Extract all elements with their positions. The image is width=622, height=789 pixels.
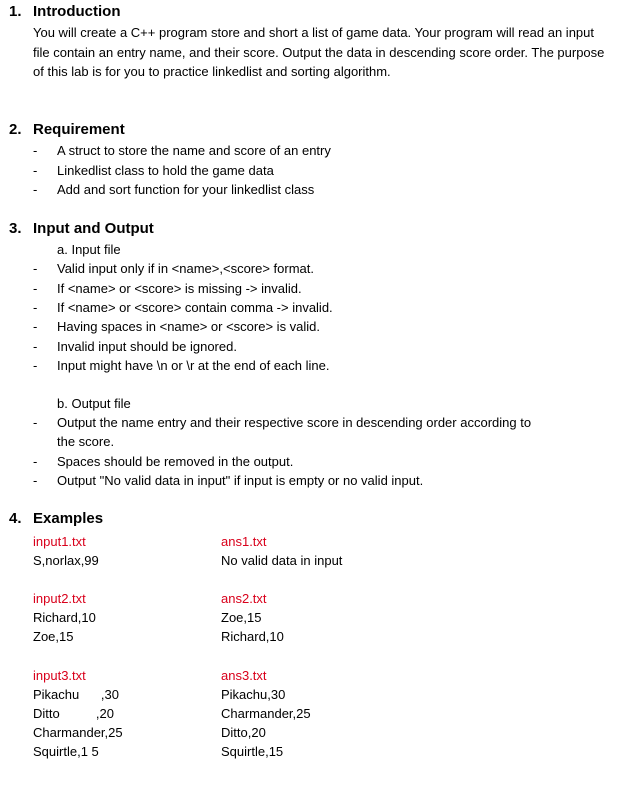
bullet-dash: - (33, 261, 38, 276)
bullet-dash: - (33, 163, 38, 178)
output-line: Squirtle,15 (221, 744, 284, 759)
list-item: Linkedlist class to hold the game data (57, 163, 274, 178)
section-heading-requirement: 2. Requirement (9, 121, 125, 138)
output-line: No valid data in input (221, 553, 343, 568)
list-item: Input might have \n or \r at the end of each line. (57, 358, 330, 373)
bullet-dash: - (33, 358, 38, 373)
section-heading-introduction: 1. Introduction (9, 3, 121, 20)
subsection-output-file: b. Output file (57, 396, 131, 411)
output-line: Ditto,20 (221, 725, 266, 740)
input-line: Squirtle,1 5 (33, 744, 99, 759)
output-filename: ans1.txt (221, 534, 267, 549)
list-item: Spaces should be removed in the output. (57, 454, 294, 469)
bullet-dash: - (33, 319, 38, 334)
list-item-continuation: the score. (57, 434, 115, 449)
list-item: Output the name entry and their respective score in descending order according to (57, 415, 532, 430)
list-item: If <name> or <score> contain comma -> invalid. (57, 300, 333, 315)
section-heading-input-output: 3. Input and Output (9, 220, 154, 237)
list-item: If <name> or <score> is missing -> invalid. (57, 281, 302, 296)
input-filename: input2.txt (33, 591, 86, 606)
introduction-paragraph: You will create a C++ program store and short a list of game data. Your program will read an input file contain an entry name, and their score. Output the data in descending score order. The purpose of this lab is for you to practice linkedlist and sorting algorithm. (33, 25, 605, 80)
list-item: Having spaces in <name> or <score> is valid. (57, 319, 321, 334)
subsection-input-file: a. Input file (57, 242, 121, 257)
bullet-dash: - (33, 300, 38, 315)
input-filename: input3.txt (33, 668, 86, 683)
list-item: A struct to store the name and score of an entry (57, 143, 331, 158)
bullet-dash: - (33, 182, 38, 197)
input-line: Pikachu ,30 (33, 687, 119, 702)
section-heading-examples: 4. Examples (9, 510, 104, 527)
input-filename: input1.txt (33, 534, 86, 549)
bullet-dash: - (33, 415, 38, 430)
input-line: S,norlax,99 (33, 553, 99, 568)
list-item: Valid input only if in <name>,<score> format. (57, 261, 315, 276)
output-filename: ans3.txt (221, 668, 267, 683)
output-filename: ans2.txt (221, 591, 267, 606)
input-line: Ditto ,20 (33, 706, 114, 721)
output-line: Pikachu,30 (221, 687, 286, 702)
input-line: Zoe,15 (33, 629, 74, 644)
output-line: Richard,10 (221, 629, 284, 644)
list-item: Output "No valid data in input" if input is empty or no valid input. (57, 473, 424, 488)
bullet-dash: - (33, 454, 38, 469)
bullet-dash: - (33, 339, 38, 354)
bullet-dash: - (33, 473, 38, 488)
list-item: Add and sort function for your linkedlist class (57, 182, 315, 197)
output-line: Charmander,25 (221, 706, 311, 721)
input-line: Charmander,25 (33, 725, 123, 740)
bullet-dash: - (33, 281, 38, 296)
list-item: Invalid input should be ignored. (57, 339, 237, 354)
output-line: Zoe,15 (221, 610, 262, 625)
input-line: Richard,10 (33, 610, 96, 625)
bullet-dash: - (33, 143, 38, 158)
